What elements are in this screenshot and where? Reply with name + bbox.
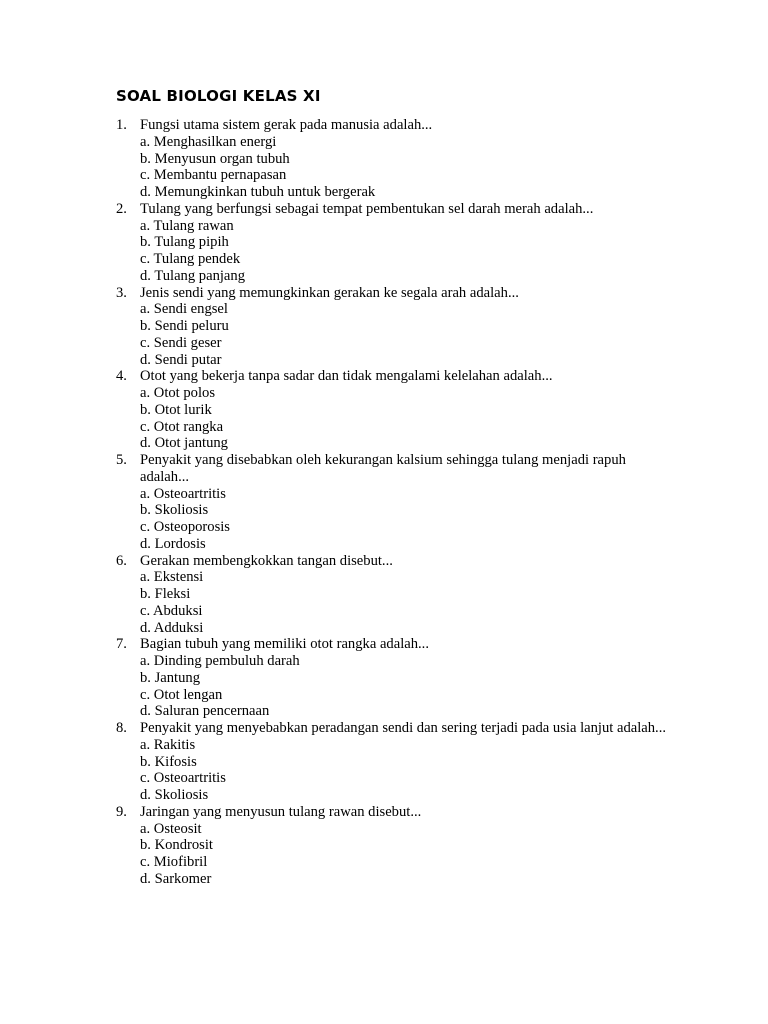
option-item: a. Osteoartritis bbox=[140, 485, 226, 502]
option-item: c. Abduksi bbox=[140, 602, 203, 619]
option-item: a. Dinding pembuluh darah bbox=[140, 653, 300, 669]
question-item bbox=[116, 285, 676, 369]
option-list bbox=[140, 301, 676, 368]
question-item bbox=[116, 553, 676, 637]
question-item bbox=[116, 720, 676, 804]
option-item: d. Otot jantung bbox=[140, 435, 228, 452]
option-list bbox=[140, 218, 676, 285]
question-number: 9. bbox=[116, 803, 127, 820]
option-item: a. Otot polos bbox=[140, 385, 215, 401]
option-item: c. Sendi geser bbox=[140, 334, 222, 351]
question-number: 3. bbox=[116, 284, 127, 301]
question-text: Gerakan membengkokkan tangan disebut... bbox=[140, 552, 393, 569]
question-text: Penyakit yang menyebabkan peradangan sendi dan sering terjadi pada usia lanjut adalah... bbox=[140, 720, 667, 736]
question-number: 1. bbox=[116, 117, 127, 133]
question-text: Bagian tubuh yang memiliki otot rangka adalah... bbox=[140, 636, 429, 653]
option-item: d. Sarkomer bbox=[140, 870, 212, 887]
option-item: b. Kondrosit bbox=[140, 837, 213, 854]
option-item: b. Otot lurik bbox=[140, 401, 212, 418]
question-item bbox=[116, 368, 676, 452]
option-item: d. Adduksi bbox=[140, 619, 204, 636]
option-item: b. Kifosis bbox=[140, 753, 197, 770]
option-item: a. Sendi engsel bbox=[140, 301, 228, 318]
question-text: Fungsi utama sistem gerak pada manusia adalah... bbox=[140, 117, 433, 133]
option-list bbox=[140, 653, 676, 720]
option-item: b. Tulang pipih bbox=[140, 234, 229, 251]
option-item: c. Miofibril bbox=[140, 854, 208, 870]
option-item: c. Membantu pernapasan bbox=[140, 167, 287, 184]
question-item bbox=[116, 117, 676, 201]
option-list bbox=[140, 821, 676, 888]
option-list bbox=[140, 134, 676, 201]
question-number: 8. bbox=[116, 720, 127, 736]
option-item: a. Menghasilkan energi bbox=[140, 133, 277, 150]
question-text: Jenis sendi yang memungkinkan gerakan ke segala arah adalah... bbox=[140, 284, 519, 301]
question-number: 4. bbox=[116, 368, 127, 385]
option-item: b. Menyusun organ tubuh bbox=[140, 150, 290, 167]
option-item: c. Otot lengan bbox=[140, 686, 223, 703]
question-item bbox=[116, 452, 676, 553]
option-item: a. Ekstensi bbox=[140, 569, 204, 586]
question-number: 6. bbox=[116, 552, 127, 569]
option-item: d. Sendi putar bbox=[140, 351, 222, 368]
question-list bbox=[116, 117, 676, 888]
question-item bbox=[116, 636, 676, 720]
option-item: a. Osteosit bbox=[140, 820, 202, 837]
option-item: d. Saluran pencernaan bbox=[140, 703, 270, 720]
option-item: d. Memungkinkan tubuh untuk bergerak bbox=[140, 184, 376, 200]
question-text: Tulang yang berfungsi sebagai tempat pembentukan sel darah merah adalah... bbox=[140, 200, 594, 217]
question-text: Jaringan yang menyusun tulang rawan disebut... bbox=[140, 803, 422, 820]
option-list bbox=[140, 569, 676, 636]
option-item: a. Rakitis bbox=[140, 736, 196, 753]
option-item: c. Osteoporosis bbox=[140, 519, 230, 535]
question-item bbox=[116, 201, 676, 285]
question-number: 7. bbox=[116, 636, 127, 653]
option-list bbox=[140, 737, 676, 804]
question-text: Penyakit yang disebabkan oleh kekurangan kalsium sehingga tulang menjadi rapuh adalah... bbox=[140, 452, 626, 485]
option-item: d. Tulang panjang bbox=[140, 267, 245, 284]
option-item: c. Tulang pendek bbox=[140, 251, 241, 267]
option-list bbox=[140, 486, 676, 553]
option-list bbox=[140, 385, 676, 452]
option-item: d. Skoliosis bbox=[140, 787, 209, 803]
option-item: d. Lordosis bbox=[140, 535, 206, 552]
question-number: 5. bbox=[116, 452, 127, 468]
option-item: b. Fleksi bbox=[140, 586, 191, 602]
question-number: 2. bbox=[116, 200, 127, 217]
document-title: SOAL BIOLOGI KELAS XI bbox=[116, 87, 321, 105]
option-item: a. Tulang rawan bbox=[140, 217, 234, 234]
option-item: c. Otot rangka bbox=[140, 418, 224, 435]
option-item: b. Skoliosis bbox=[140, 502, 209, 519]
option-item: c. Osteoartritis bbox=[140, 770, 226, 787]
option-item: b. Sendi peluru bbox=[140, 318, 229, 334]
option-item: b. Jantung bbox=[140, 669, 200, 686]
question-item bbox=[116, 804, 676, 888]
question-text: Otot yang bekerja tanpa sadar dan tidak mengalami kelelahan adalah... bbox=[140, 368, 553, 385]
